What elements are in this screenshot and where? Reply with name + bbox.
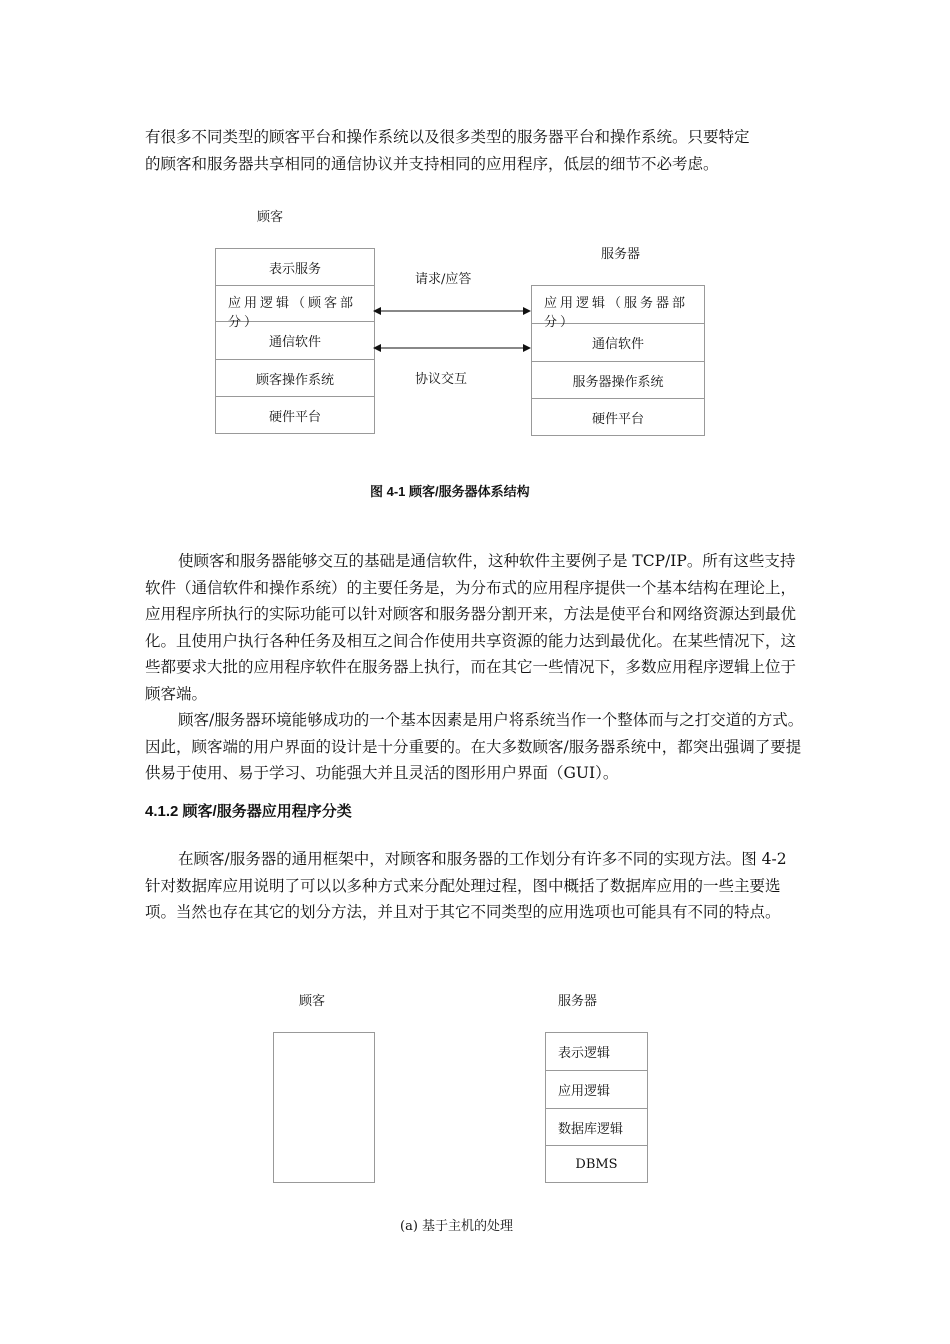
body-paragraph-1: 使顾客和服务器能够交互的基础是通信软件，这种软件主要例子是 TCP/IP。所有这些支持软件（通信软件和操作系统）的主要任务是，为分布式的应用程序提供一个基本结构在理论上，应用程序所执行的实际功能可以针对顾客和服务器分割开来，方法是使平台和网络资源达到最优化。且使用户执行各种任务及相互之间合作使用共享资源的能力达到最优化。在某些情况下，这些都要求大批的应用程序软件在服务器上执行，而在其它一些情况下，多数应用程序逻辑上位于顾客端。 — [145, 552, 797, 703]
fig1-server-layer: 应用逻辑（服务器部分） — [544, 296, 689, 330]
fig1-client-label: 顾客 — [257, 210, 284, 225]
fig2-server-layer: 数据库逻辑 — [546, 1108, 647, 1145]
fig1-server-layer: 通信软件 — [532, 323, 704, 361]
fig1-server-stack — [531, 285, 705, 436]
section-paragraph — [145, 846, 807, 926]
intro-paragraph — [145, 124, 807, 177]
fig1-client-layer: 通信软件 — [216, 321, 374, 359]
fig2-client-box — [273, 1032, 375, 1183]
fig1-client-layer: 表示服务 — [268, 261, 321, 277]
fig2-server-layer: 应用逻辑 — [546, 1070, 647, 1108]
fig1-server-label: 服务器 — [601, 247, 641, 262]
fig1-client-layer: 顾客操作系统 — [216, 359, 374, 396]
fig1-client-stack — [215, 248, 375, 434]
fig2-server-stack — [545, 1032, 648, 1183]
fig2-server-layer: DBMS — [546, 1145, 647, 1182]
fig1-protocol-label: 协议交互 — [415, 372, 468, 387]
fig1-arrows — [370, 300, 536, 360]
fig1-request-label: 请求/应答 — [415, 272, 472, 287]
intro-line-2: 的顾客和服务器共享相同的通信协议并支持相同的应用程序，低层的细节不必考虑。 — [145, 154, 719, 173]
fig1-client-layer: 硬件平台 — [216, 396, 374, 433]
fig2-caption: (a) 基于主机的处理 — [400, 1219, 514, 1234]
fig1-client-layer: 应用逻辑（顾客部分） — [216, 285, 374, 321]
fig1-server-layer: 服务器操作系统 — [532, 361, 704, 398]
fig2-client-label: 顾客 — [299, 994, 326, 1009]
body-paragraphs — [145, 548, 807, 787]
section-heading: 4.1.2 顾客/服务器应用程序分类 — [145, 803, 352, 820]
fig1-server-layer: 硬件平台 — [532, 398, 704, 435]
section-paragraph-1: 在顾客/服务器的通用框架中，对顾客和服务器的工作划分有许多不同的实现方法。图 4-2 针对数据库应用说明了可以以多种方式来分配处理过程，图中概括了数据库应用的一些主要选项。当然也存在其它的划分方法，并且对于其它不同类型的应用选项也可能具有不同的特点。 — [145, 850, 787, 921]
intro-line-1: 有很多不同类型的顾客平台和操作系统以及很多类型的服务器平台和操作系统。只要特定 — [145, 128, 750, 146]
fig2-server-label: 服务器 — [558, 994, 598, 1009]
body-paragraph-2: 顾客/服务器环境能够成功的一个基本因素是用户将系统当作一个整体而与之打交道的方式。因此，顾客端的用户界面的设计是十分重要的。在大多数顾客/服务器系统中，都突出强调了要提供易于使用、易于学习、功能强大并且灵活的图形用户界面（GUI）。 — [145, 711, 804, 782]
fig1-caption: 图 4-1 顾客/服务器体系结构 — [370, 484, 530, 499]
fig2-server-layer: 表示逻辑 — [558, 1046, 611, 1061]
